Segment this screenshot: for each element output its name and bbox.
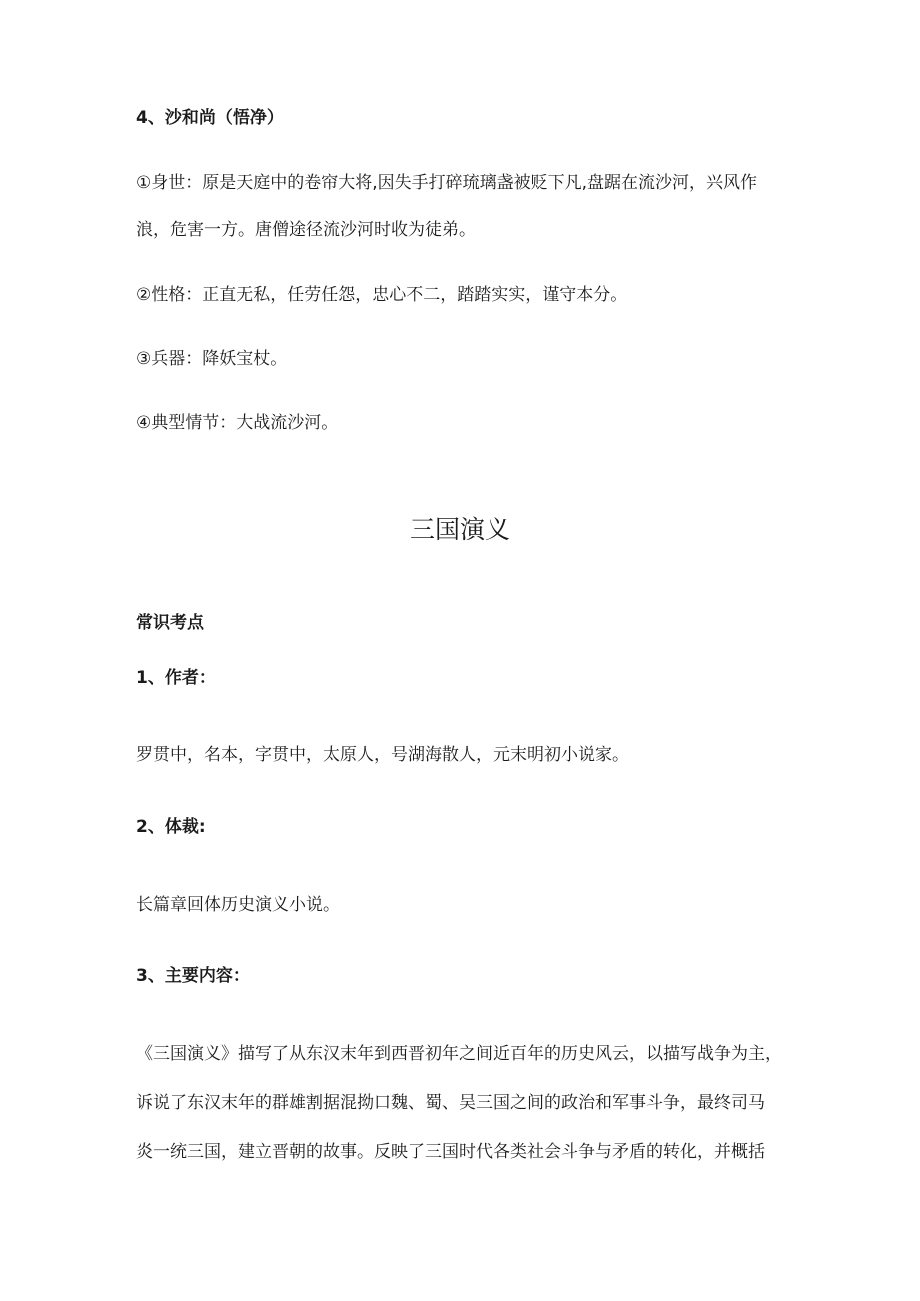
main-content-heading: 3、主要内容： <box>136 966 250 986</box>
author-text: 罗贯中，名本，字贯中，太原人，号湖海散人，元末明初小说家。 <box>136 745 629 765</box>
main-content-line-2: 诉说了东汉末年的群雄割据混拗口魏、蜀、吴三国之间的政治和军事斗争，最终司马 <box>136 1093 765 1113</box>
genre-heading: 2、体裁: <box>136 817 206 837</box>
personality-text: ②性格：正直无私，任劳任怨，忠心不二，踏踏实实，谨守本分。 <box>136 285 628 305</box>
author-heading: 1、作者： <box>136 668 216 688</box>
section-heading-sha-heshang: 4、沙和尚（悟净） <box>136 108 284 128</box>
background-text-line-1: ①身世：原是天庭中的卷帘大将,因失手打碎琉璃盏被贬下凡,盘踞在流沙河，兴风作 <box>136 173 758 193</box>
main-content-line-1: 《三国演义》描写了从东汉末年到西晋初年之间近百年的历史风云，以描写战争为主， <box>136 1044 782 1064</box>
typical-plot-text: ④典型情节：大战流沙河。 <box>136 413 339 433</box>
background-text-line-2: 浪，危害一方。唐僧途径流沙河时收为徒弟。 <box>136 220 476 240</box>
main-content-line-3: 炎一统三国，建立晋朝的故事。反映了三国时代各类社会斗争与矛盾的转化，并概括 <box>136 1142 765 1162</box>
section-label-knowledge-points: 常识考点 <box>136 613 204 633</box>
genre-text: 长篇章回体历史演义小说。 <box>136 895 340 915</box>
weapon-text: ③兵器：降妖宝杖。 <box>136 349 288 369</box>
page-title-sanguo: 三国演义 <box>409 515 510 544</box>
